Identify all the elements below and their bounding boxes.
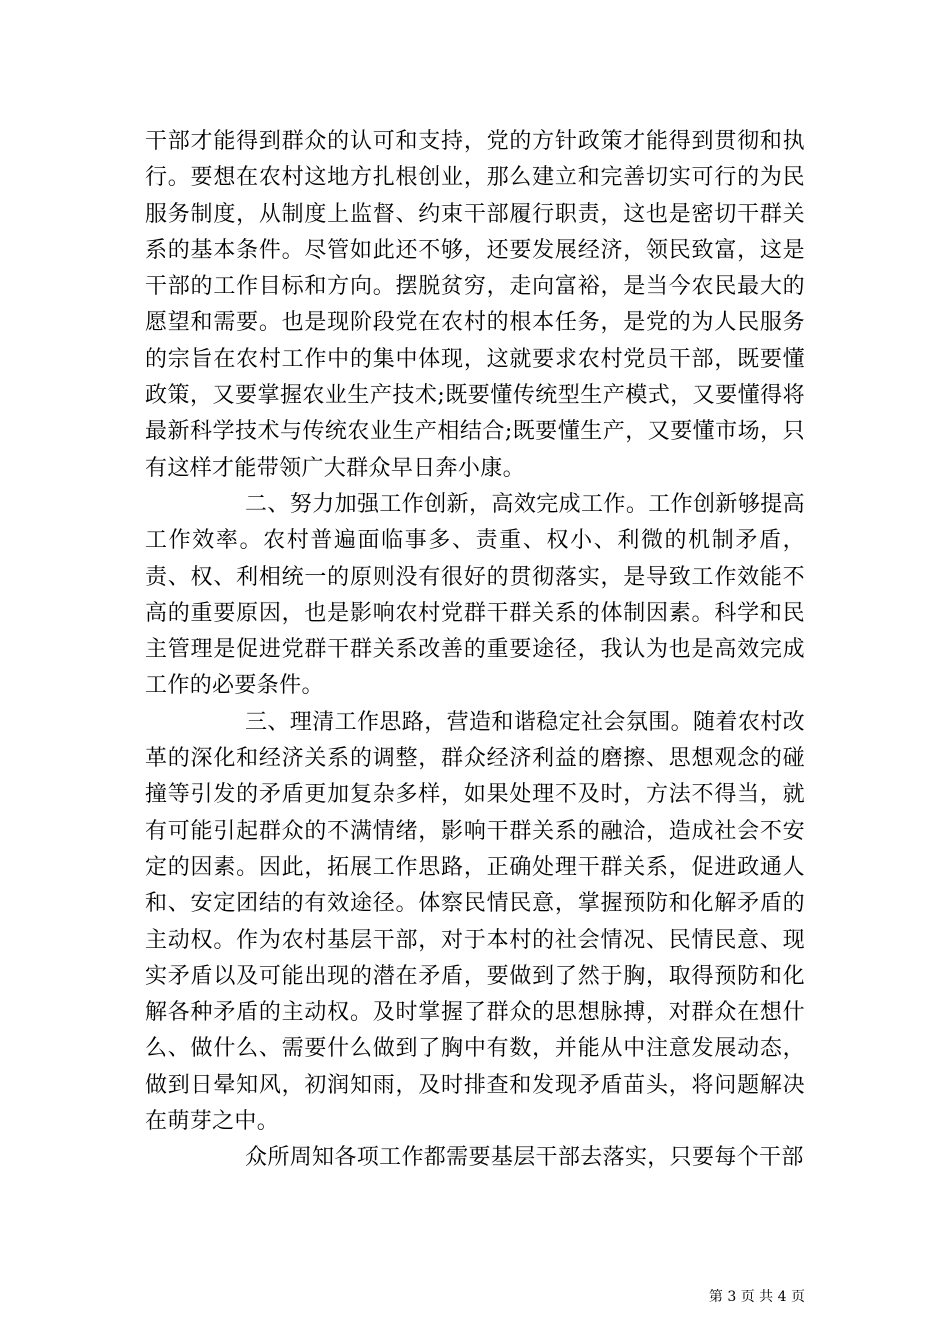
paragraph-1: 干部才能得到群众的认可和支持，党的方针政策才能得到贯彻和执行。要想在农村这地方扎根创业，那么建立和完善切实可行的为民服务制度，从制度上监督、约束干部履行职责，这也是密切干群关系的基本条件。尽管如此还不够，还要发展经济，领民致富，这是干部的工作目标和方向。摆脱贫穷，走向富裕，是当今农民最大的愿望和需要。也是现阶段党在农村的根本任务，是党的为人民服务的宗旨在农村工作中的集中体现，这就要求农村党员干部，既要懂政策，又要掌握农业生产技术;既要懂传统型生产模式，又要懂得将最新科学技术与传统农业生产相结合;既要懂生产，又要懂市场，只有这样才能带领广大群众早日奔小康。: [145, 129, 805, 481]
paragraph-4: 众所周知各项工作都需要基层干部去落实，只要每个干部: [245, 1145, 804, 1171]
paragraph-2: 二、努力加强工作创新，高效完成工作。工作创新够提高工作效率。农村普遍面临事多、责重、权小、利微的机制矛盾，责、权、利相统一的原则没有很好的贯彻落实，是导致工作效能不高的重要原因，也是影响农村党群干群关系的体制因素。科学和民主管理是促进党群干群关系改善的重要途径，我认为也是高效完成工作的必要条件。: [145, 491, 805, 699]
paragraph-3: 三、理清工作思路，营造和谐稳定社会氛围。随着农村改革的深化和经济关系的调整，群众经济利益的磨擦、思想观念的碰撞等引发的矛盾更加复杂多样，如果处理不及时，方法不得当，就有可能引起群众的不满情绪，影响干群关系的融洽，造成社会不安定的因素。因此，拓展工作思路，正确处理干群关系，促进政通人和、安定团结的有效途径。体察民情民意，掌握预防和化解矛盾的主动权。作为农村基层干部，对于本村的社会情况、民情民意、现实矛盾以及可能出现的潜在矛盾，要做到了然于胸，取得预防和化解各种矛盾的主动权。及时掌握了群众的思想脉搏，对群众在想什么、做什么、需要什么做到了胸中有数，并能从中注意发展动态，做到日晕知风，初润知雨，及时排查和发现矛盾苗头，将问题解决在萌芽之中。: [145, 709, 805, 1135]
document-body: [145, 124, 805, 1177]
page-number: 第 3 页 共 4 页: [708, 1289, 805, 1305]
